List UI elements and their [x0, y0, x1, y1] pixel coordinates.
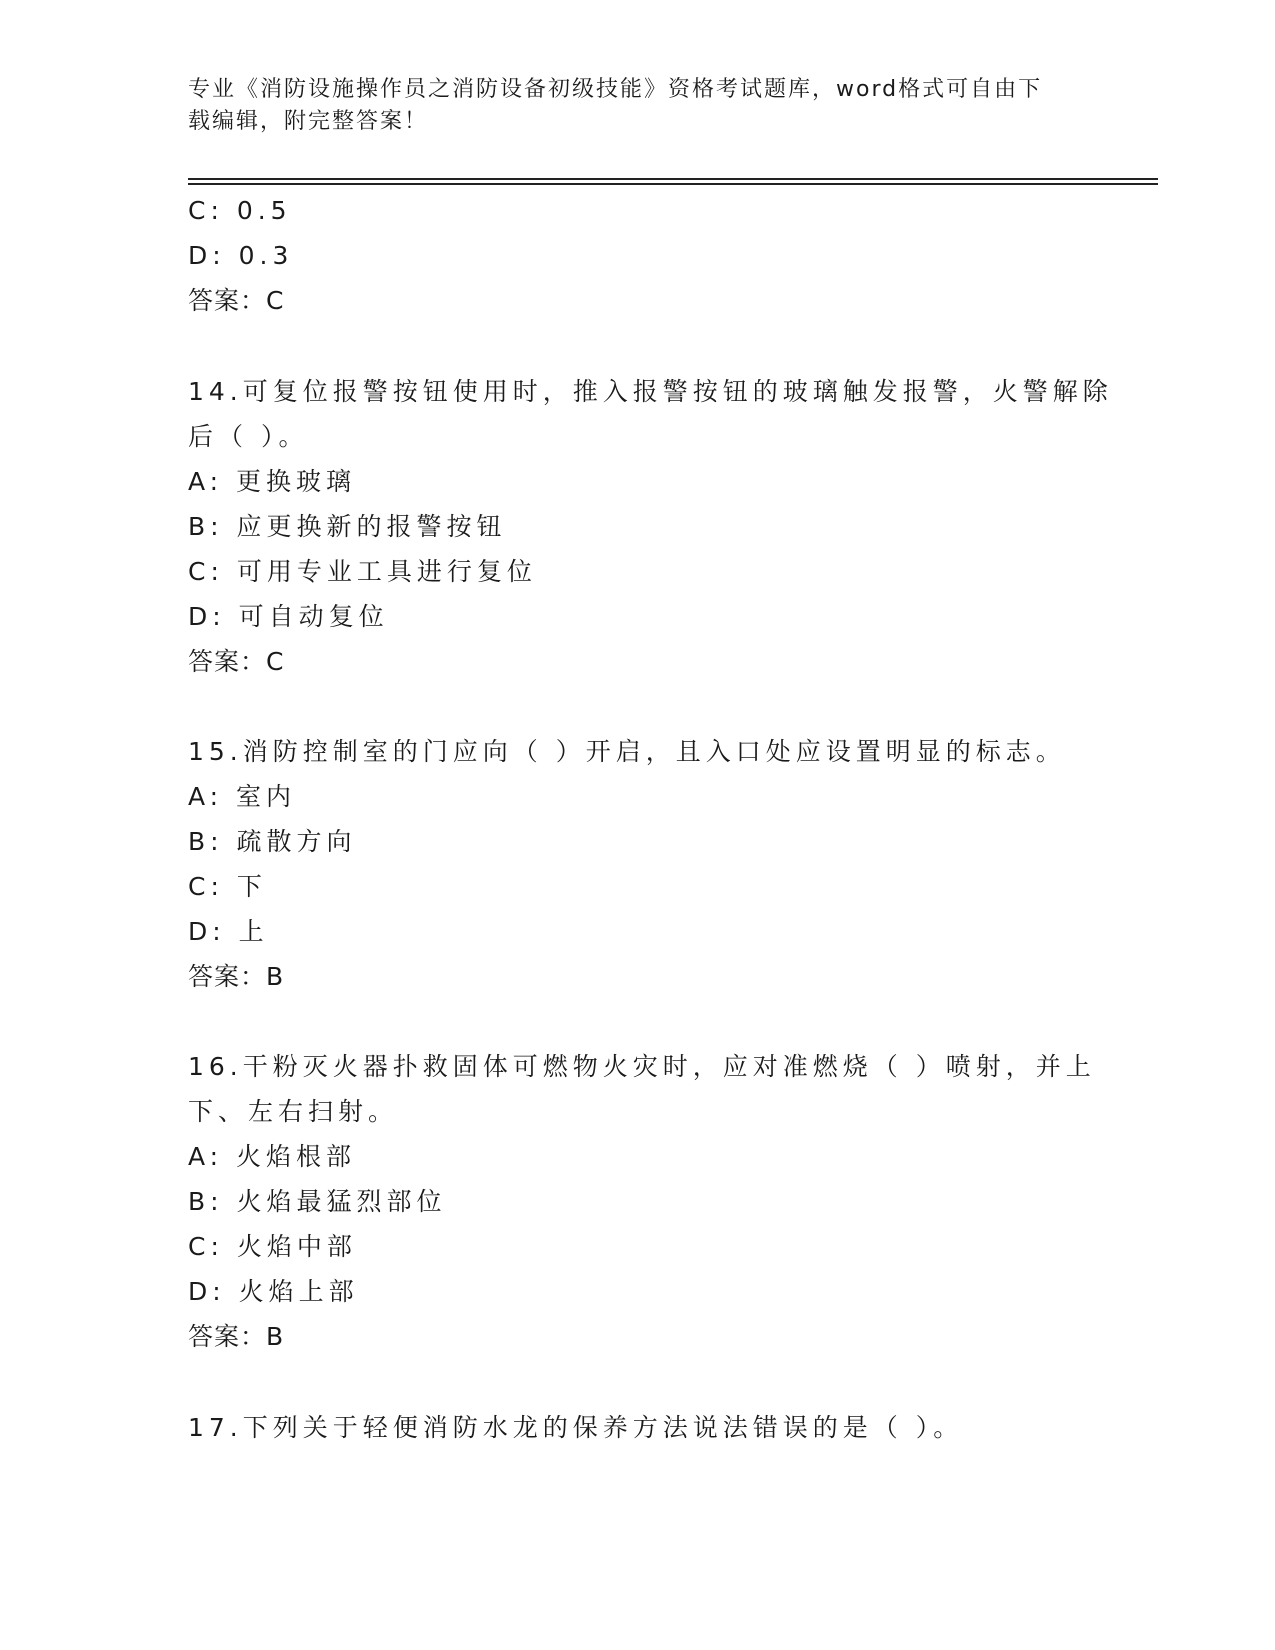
q16-stem-line-1: 16.干粉灭火器扑救固体可燃物火灾时，应对准燃烧（ ）喷射，并上 — [188, 1052, 1096, 1081]
q13-option-d: D: 0.3 — [188, 241, 294, 270]
header-divider-bottom — [188, 183, 1158, 185]
q17-stem-line-1: 17.下列关于轻便消防水龙的保养方法说法错误的是（ ）。 — [188, 1413, 964, 1442]
q14-option-b: B: 应更换新的报警按钮 — [188, 512, 507, 541]
q14-answer: 答案：C — [188, 647, 285, 676]
q16-answer: 答案：B — [188, 1322, 285, 1351]
q15-option-c: C: 下 — [188, 872, 267, 901]
q14-option-d: D: 可自动复位 — [188, 602, 389, 631]
q15-option-d: D: 上 — [188, 917, 269, 946]
q14-stem-line-1: 14.可复位报警按钮使用时，推入报警按钮的玻璃触发报警，火警解除 — [188, 377, 1113, 406]
q15-option-b: B: 疏散方向 — [188, 827, 357, 856]
q16-option-c: C: 火焰中部 — [188, 1232, 357, 1261]
document-header — [188, 74, 1088, 138]
q16-option-b: B: 火焰最猛烈部位 — [188, 1187, 447, 1216]
q13-answer: 答案：C — [188, 286, 285, 315]
q14-option-a: A: 更换玻璃 — [188, 467, 357, 496]
q15-answer: 答案：B — [188, 962, 285, 991]
q16-option-a: A: 火焰根部 — [188, 1142, 357, 1171]
q13-option-c: C: 0.5 — [188, 196, 292, 225]
q14-option-c: C: 可用专业工具进行复位 — [188, 557, 537, 586]
q15-stem-line-1: 15.消防控制室的门应向（ ）开启，且入口处应设置明显的标志。 — [188, 737, 1066, 766]
header-line-2: 载编辑，附完整答案！ — [188, 109, 429, 134]
q16-option-d: D: 火焰上部 — [188, 1277, 359, 1306]
q16-stem-line-2: 下、左右扫射。 — [188, 1097, 399, 1126]
header-line-1: 专业《消防设施操作员之消防设备初级技能》资格考试题库，word格式可自由下 — [188, 77, 1043, 102]
header-divider-top — [188, 178, 1158, 180]
q15-option-a: A: 室内 — [188, 782, 297, 811]
q14-stem-line-2: 后（ ）。 — [188, 422, 309, 451]
